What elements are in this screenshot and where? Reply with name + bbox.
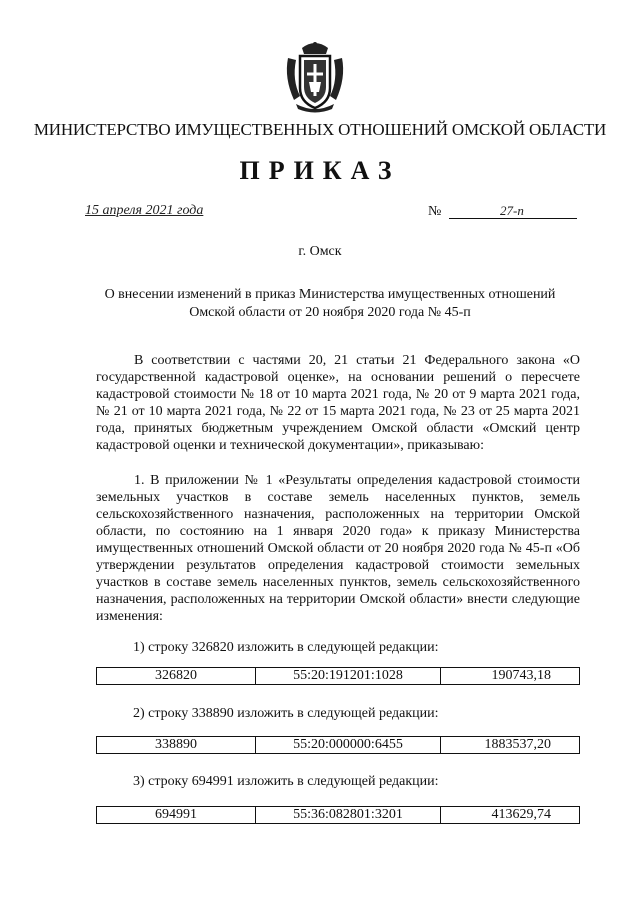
- handwritten-date: 15 апреля 2021 года: [85, 203, 204, 218]
- item-1-text: 1) строку 326820 изложить в следующей редакции:: [133, 640, 439, 655]
- item-1-table: [96, 667, 580, 685]
- city: г. Омск: [298, 244, 342, 259]
- item-3-text: 3) строку 694991 изложить в следующей редакции:: [133, 774, 439, 789]
- coat-of-arms-emblem: [282, 38, 348, 114]
- table-row: [97, 737, 580, 754]
- cadastral-value-cell: 413629,74: [441, 807, 580, 824]
- cadastral-number-cell: 55:20:191201:1028: [256, 668, 441, 685]
- cadastral-value-cell: 1883537,20: [441, 737, 580, 754]
- point-1-paragraph: 1. В приложении № 1 «Результаты определения кадастровой стоимости земельных участков в составе земель населенных пунктов, земель сельскохозяйственного назначения, расположенных на территории Омской области, по состоянию на 1 января 2020 года» к приказу Министерства имущественных отношений Омской области от 20 ноября 2020 года № 45-п «Об утверждении результатов определения кадастровой стоимости земельных участков в составе земель населенных пунктов, земель сельскохозяйственного назначения, расположенных на территории Омской области» внести следующие изменения:: [96, 473, 580, 624]
- document-title: ПРИКАЗ: [239, 156, 401, 185]
- table-row: [97, 807, 580, 824]
- cadastral-number-cell: 55:36:082801:3201: [256, 807, 441, 824]
- order-number-label: №: [428, 204, 442, 219]
- row-number-cell: 338890: [97, 737, 256, 754]
- ministry-name: МИНИСТЕРСТВО ИМУЩЕСТВЕННЫХ ОТНОШЕНИЙ ОМСКОЙ ОБЛАСТИ: [33, 120, 607, 139]
- row-number-cell: 694991: [97, 807, 256, 824]
- row-number-cell: 326820: [97, 668, 256, 685]
- cadastral-number-cell: 55:20:000000:6455: [256, 737, 441, 754]
- preamble-paragraph: В соответствии с частями 20, 21 статьи 21 Федерального закона «О государственной кадастровой оценке», на основании решений о пересчете кадастровой стоимости № 18 от 10 марта 2021 года, № 20 от 9 марта 2021 года, № 21 от 10 марта 2021 года, № 22 от 15 марта 2021 года, № 23 от 25 марта 2021 года, принятых бюджетным учреждением Омской области «Омский центр кадастровой оценки и технической документации», приказываю:: [96, 353, 580, 453]
- order-subject: О внесении изменений в приказ Министерства имущественных отношений Омской области от 20 ноября 2020 года № 45-п: [104, 287, 556, 320]
- handwritten-order-number: 27-п: [500, 203, 524, 218]
- item-3-table: [96, 806, 580, 824]
- item-2-table: [96, 736, 580, 754]
- table-row: [97, 668, 580, 685]
- item-2-text: 2) строку 338890 изложить в следующей редакции:: [133, 706, 439, 721]
- cadastral-value-cell: 190743,18: [441, 668, 580, 685]
